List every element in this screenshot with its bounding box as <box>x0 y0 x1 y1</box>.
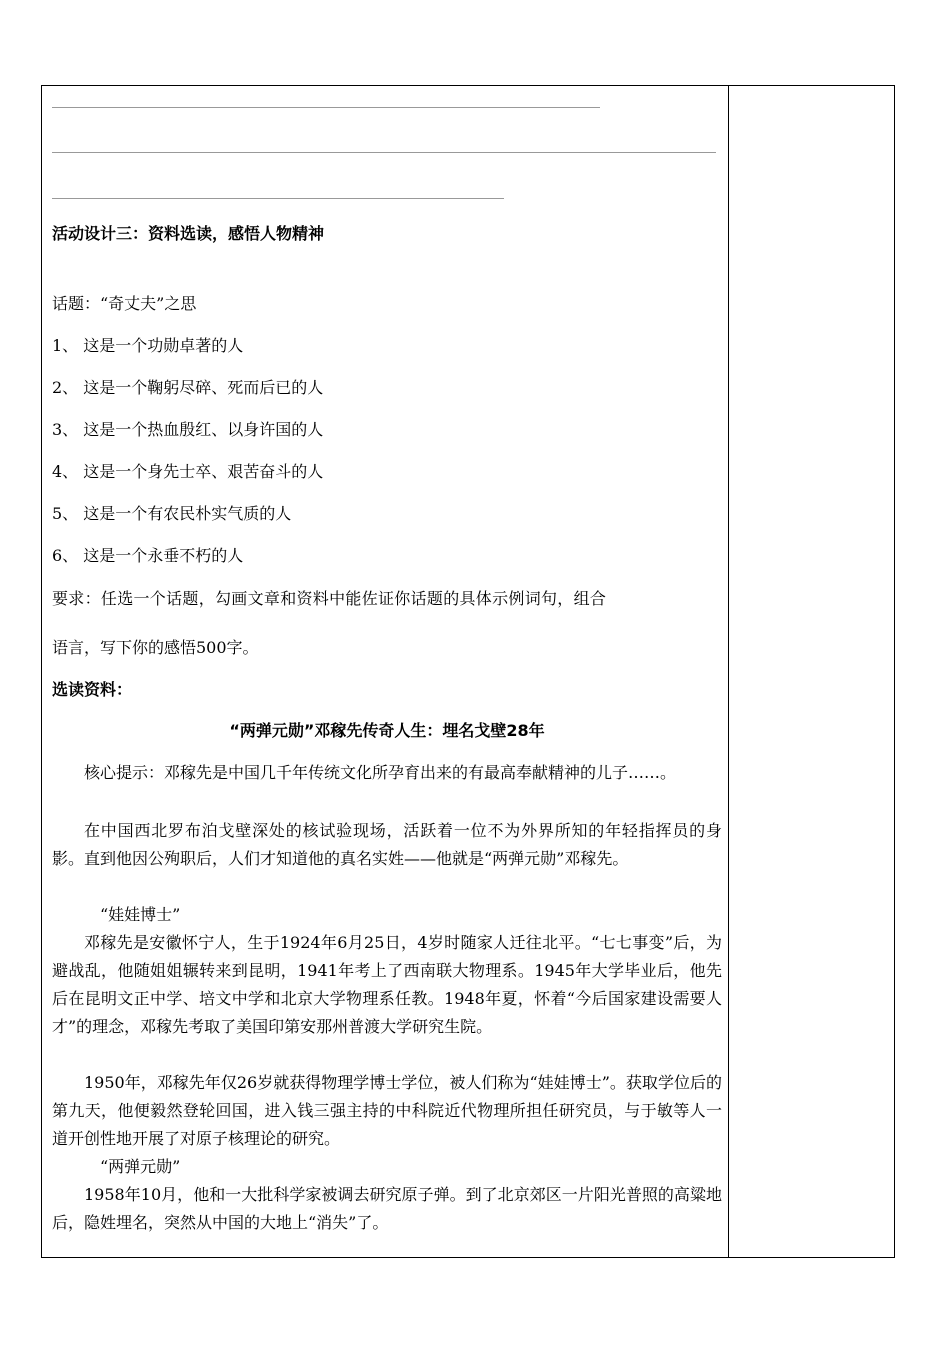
article-paragraph: 核心提示：邓稼先是中国几千年传统文化所孕育出来的有最高奉献精神的儿子……。 <box>84 763 677 782</box>
article-title: “两弹元勋”邓稼先传奇人生：埋名戈壁28年 <box>229 721 545 740</box>
list-item: 6、 这是一个永垂不朽的人 <box>52 546 244 565</box>
article-paragraph: 邓稼先是安徽怀宁人，生于1924年6月25日，4岁时随家人迁往北平。“七七事变”后，为避战乱，他随姐姐辗转来到昆明，1941年考上了西南联大物理系。1945年大学毕业后，他先后在昆明文正中学、培文中学和北京大学物理系任教。1948年夏，怀着“今后国家建设需要人才”的理念，邓稼先考取了美国印第安那州普渡大学研究生院。 <box>52 933 722 1036</box>
list-item: 3、 这是一个热血殷红、以身许国的人 <box>52 420 324 439</box>
article-paragraph: 在中国西北罗布泊戈壁深处的核试验现场，活跃着一位不为外界所知的年轻指挥员的身影。直到他因公殉职后，人们才知道他的真名实姓——他就是“两弹元勋”邓稼先。 <box>52 821 722 868</box>
article-paragraph: 1950年，邓稼先年仅26岁就获得物理学博士学位，被人们称为“娃娃博士”。获取学位后的第九天，他便毅然登轮回国，进入钱三强主持的中科院近代物理所担任研究员，与于敏等人一道开创性地开展了对原子核理论的研究。 <box>52 1073 722 1148</box>
answer-line <box>52 198 504 199</box>
activity-heading: 活动设计三：资料选读，感悟人物精神 <box>52 224 325 243</box>
article-paragraph: 1958年10月，他和一大批科学家被调去研究原子弹。到了北京郊区一片阳光普照的高粱地后，隐姓埋名，突然从中国的大地上“消失”了。 <box>52 1185 722 1232</box>
list-item: 2、 这是一个鞠躬尽碎、死而后已的人 <box>52 378 324 397</box>
topic-line: 话题：“奇丈夫”之思 <box>52 294 197 313</box>
answer-line <box>52 107 600 108</box>
requirement-text: 要求：任选一个话题，勾画文章和资料中能佐证你话题的具体示例词句，组合 <box>52 589 607 608</box>
list-item: 1、 这是一个功勋卓著的人 <box>52 336 244 355</box>
list-item: 5、 这是一个有农民朴实气质的人 <box>52 504 292 523</box>
answer-line <box>52 152 716 153</box>
list-item: 4、 这是一个身先士卒、艰苦奋斗的人 <box>52 462 324 481</box>
reading-label: 选读资料： <box>52 680 133 699</box>
section-subheading: “娃娃博士” <box>100 905 181 924</box>
section-subheading: “两弹元勋” <box>100 1157 181 1176</box>
requirement-text: 语言，写下你的感悟500字。 <box>52 638 259 657</box>
column-divider <box>728 85 729 1258</box>
